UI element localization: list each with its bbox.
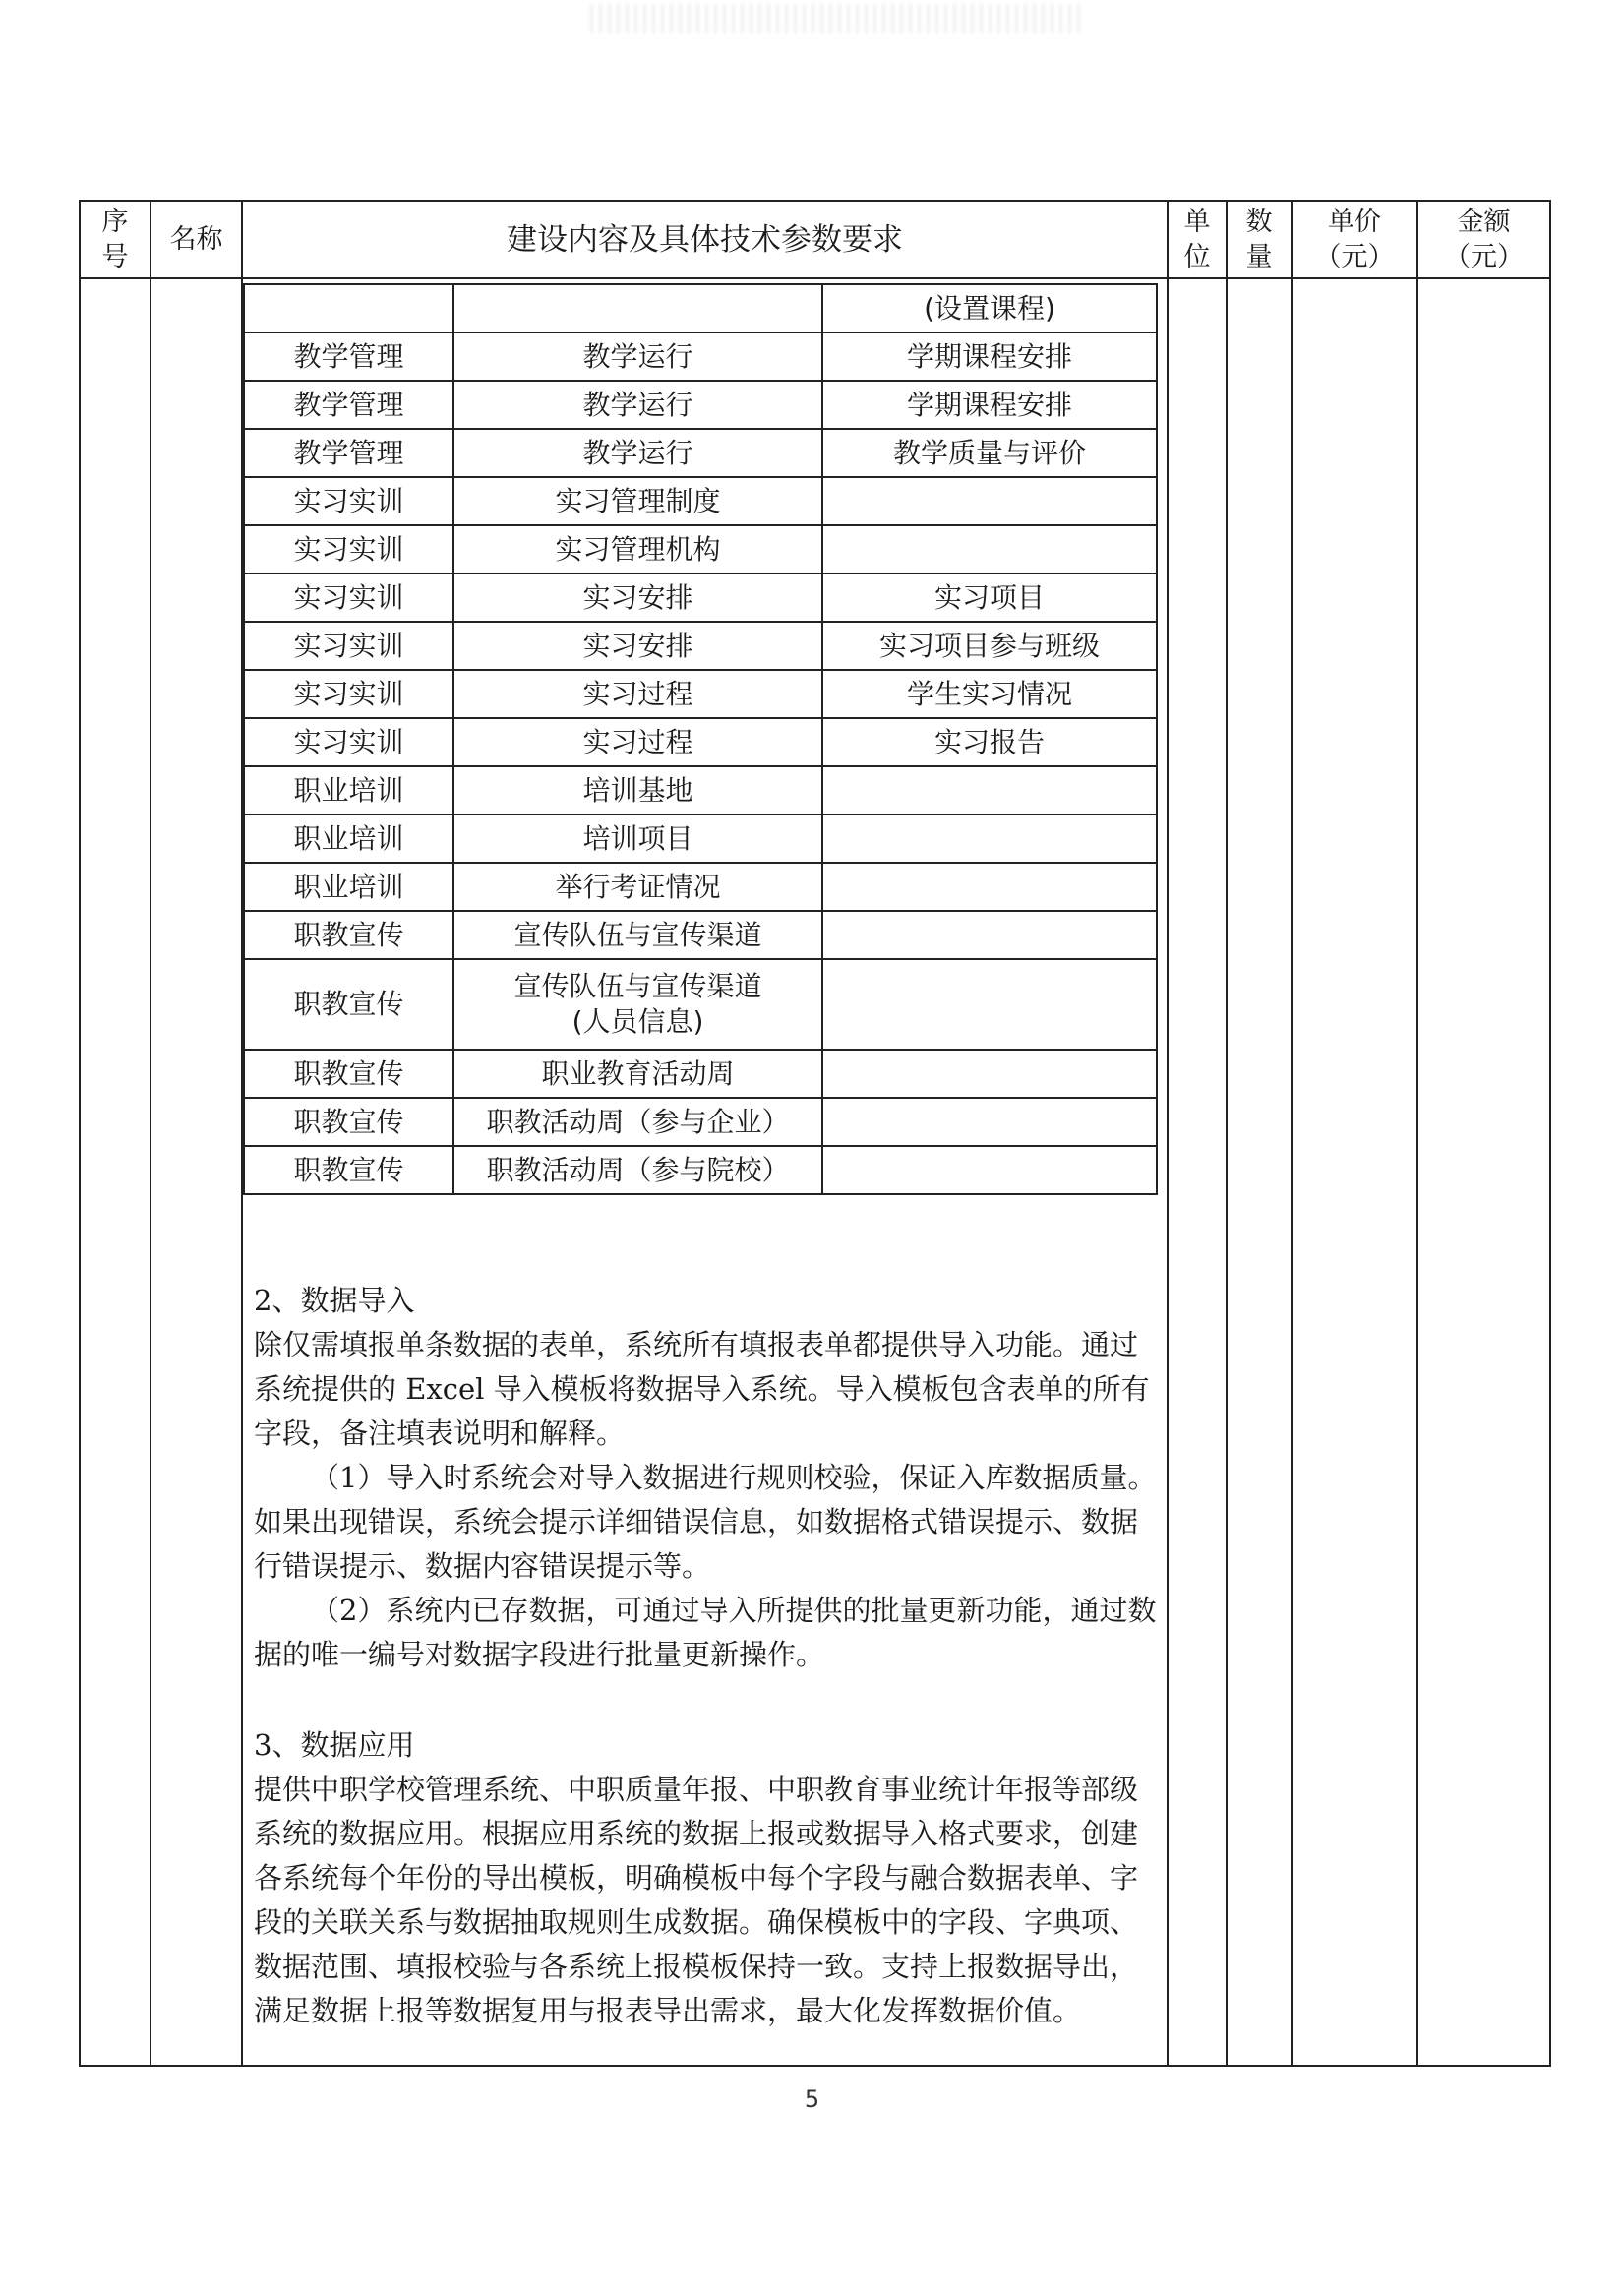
data-item-table — [243, 283, 1158, 1195]
table-row — [244, 766, 1157, 814]
category-cell: 实习实训 — [244, 477, 453, 525]
table-row — [244, 911, 1157, 959]
table-row — [244, 525, 1157, 573]
header-divider — [79, 277, 1551, 279]
table-row — [244, 959, 1157, 1050]
paragraph: （2）系统内已存数据，可通过导入所提供的批量更新功能，通过数据的唯一编号对数据字段进行批量更新操作。 — [254, 1594, 1157, 1671]
subcategory-cell: 职教活动周（参与企业） — [453, 1098, 822, 1146]
subcategory-cell: 教学运行 — [453, 332, 822, 381]
subcategory-cell: 实习过程 — [453, 670, 822, 718]
item-cell: 教学质量与评价 — [822, 429, 1157, 477]
table-row — [244, 863, 1157, 911]
category-cell: 职业培训 — [244, 766, 453, 814]
category-cell: 职业培训 — [244, 863, 453, 911]
item-cell — [822, 766, 1157, 814]
subcategory-cell: 宣传队伍与宣传渠道 (人员信息) — [453, 959, 822, 1050]
category-cell: 职教宣传 — [244, 959, 453, 1050]
item-cell: 实习报告 — [822, 718, 1157, 766]
item-cell — [822, 525, 1157, 573]
item-cell — [822, 863, 1157, 911]
header-amount: 金额 （元） — [1444, 206, 1524, 272]
category-cell: 职教宣传 — [244, 1098, 453, 1146]
item-cell: 学期课程安排 — [822, 381, 1157, 429]
category-cell: 实习实训 — [244, 573, 453, 622]
header-unit: 单 位 — [1183, 206, 1211, 272]
item-cell: 实习项目参与班级 — [822, 622, 1157, 670]
item-cell — [822, 959, 1157, 1050]
table-row — [244, 814, 1157, 863]
subcategory-cell: 教学运行 — [453, 429, 822, 477]
category-cell: 职教宣传 — [244, 911, 453, 959]
table-row — [244, 670, 1157, 718]
table-row — [244, 381, 1157, 429]
category-cell: 教学管理 — [244, 332, 453, 381]
category-cell — [244, 284, 453, 332]
subcategory-cell: 实习安排 — [453, 622, 822, 670]
table-row — [244, 477, 1157, 525]
subcategory-cell: 培训项目 — [453, 814, 822, 863]
paragraph: 提供中职学校管理系统、中职质量年报、中职教育事业统计年报等部级系统的数据应用。根据应用系统的数据上报或数据导入格式要求，创建各系统每个年份的导出模板，明确模板中每个字段与融合数据表单、字段的关联关系与数据抽取规则生成数据。确保模板中的字段、字典项、数据范围、填报校验与各系统上报模板保持一致。支持上报数据导出，满足数据上报等数据复用与报表导出需求，最大化发挥数据价值。 — [254, 1773, 1139, 2027]
subcategory-cell: 教学运行 — [453, 381, 822, 429]
subcategory-cell: 职业教育活动周 — [453, 1050, 822, 1098]
item-cell — [822, 1146, 1157, 1194]
table-row — [244, 332, 1157, 381]
subcategory-cell: 实习过程 — [453, 718, 822, 766]
col-divider — [1226, 200, 1228, 2067]
scan-artifact — [590, 4, 1082, 33]
item-cell: 实习项目 — [822, 573, 1157, 622]
header-unit-price: 单价 （元） — [1314, 206, 1395, 272]
subcategory-cell — [453, 284, 822, 332]
header-quantity: 数 量 — [1245, 206, 1273, 272]
item-cell — [822, 1098, 1157, 1146]
data-application-section — [254, 1723, 1161, 2033]
subcategory-cell: 举行考证情况 — [453, 863, 822, 911]
category-cell: 教学管理 — [244, 429, 453, 477]
item-cell: 学生实习情况 — [822, 670, 1157, 718]
table-row — [244, 718, 1157, 766]
header-content: 建设内容及具体技术参数要求 — [507, 221, 903, 258]
subcategory-cell: 职教活动周（参与院校） — [453, 1146, 822, 1194]
subcategory-cell: 宣传队伍与宣传渠道 — [453, 911, 822, 959]
table-row — [244, 429, 1157, 477]
category-cell: 实习实训 — [244, 670, 453, 718]
item-cell: 学期课程安排 — [822, 332, 1157, 381]
item-cell — [822, 911, 1157, 959]
item-cell — [822, 1050, 1157, 1098]
col-divider — [1416, 200, 1418, 2067]
category-cell: 实习实训 — [244, 525, 453, 573]
table-row — [244, 284, 1157, 332]
col-divider — [150, 200, 151, 2067]
col-divider — [1291, 200, 1293, 2067]
table-row — [244, 573, 1157, 622]
section-heading: 3、数据应用 — [254, 1728, 415, 1762]
table-row — [244, 1050, 1157, 1098]
subcategory-cell: 培训基地 — [453, 766, 822, 814]
page-number: 5 — [804, 2085, 820, 2113]
col-divider — [1167, 200, 1169, 2067]
item-cell — [822, 814, 1157, 863]
category-cell: 职业培训 — [244, 814, 453, 863]
table-row — [244, 622, 1157, 670]
subcategory-cell: 实习管理制度 — [453, 477, 822, 525]
category-cell: 教学管理 — [244, 381, 453, 429]
subcategory-cell: 实习管理机构 — [453, 525, 822, 573]
header-no: 序 号 — [101, 206, 129, 272]
subcategory-cell: 实习安排 — [453, 573, 822, 622]
paragraph: （1）导入时系统会对导入数据进行规则校验，保证入库数据质量。如果出现错误，系统会提示详细错误信息，如数据格式错误提示、数据行错误提示、数据内容错误提示等。 — [254, 1461, 1157, 1583]
table-row — [244, 1098, 1157, 1146]
category-cell: 实习实训 — [244, 622, 453, 670]
data-import-section — [254, 1279, 1161, 1677]
item-cell — [822, 477, 1157, 525]
category-cell: 实习实训 — [244, 718, 453, 766]
item-cell: (设置课程) — [822, 284, 1157, 332]
category-cell: 职教宣传 — [244, 1050, 453, 1098]
paragraph: 除仅需填报单条数据的表单，系统所有填报表单都提供导入功能。通过系统提供的 Excel 导入模板将数据导入系统。导入模板包含表单的所有字段，备注填表说明和解释。 — [254, 1328, 1150, 1450]
header-name: 名称 — [169, 223, 223, 255]
category-cell: 职教宣传 — [244, 1146, 453, 1194]
section-heading: 2、数据导入 — [254, 1284, 415, 1317]
table-row — [244, 1146, 1157, 1194]
